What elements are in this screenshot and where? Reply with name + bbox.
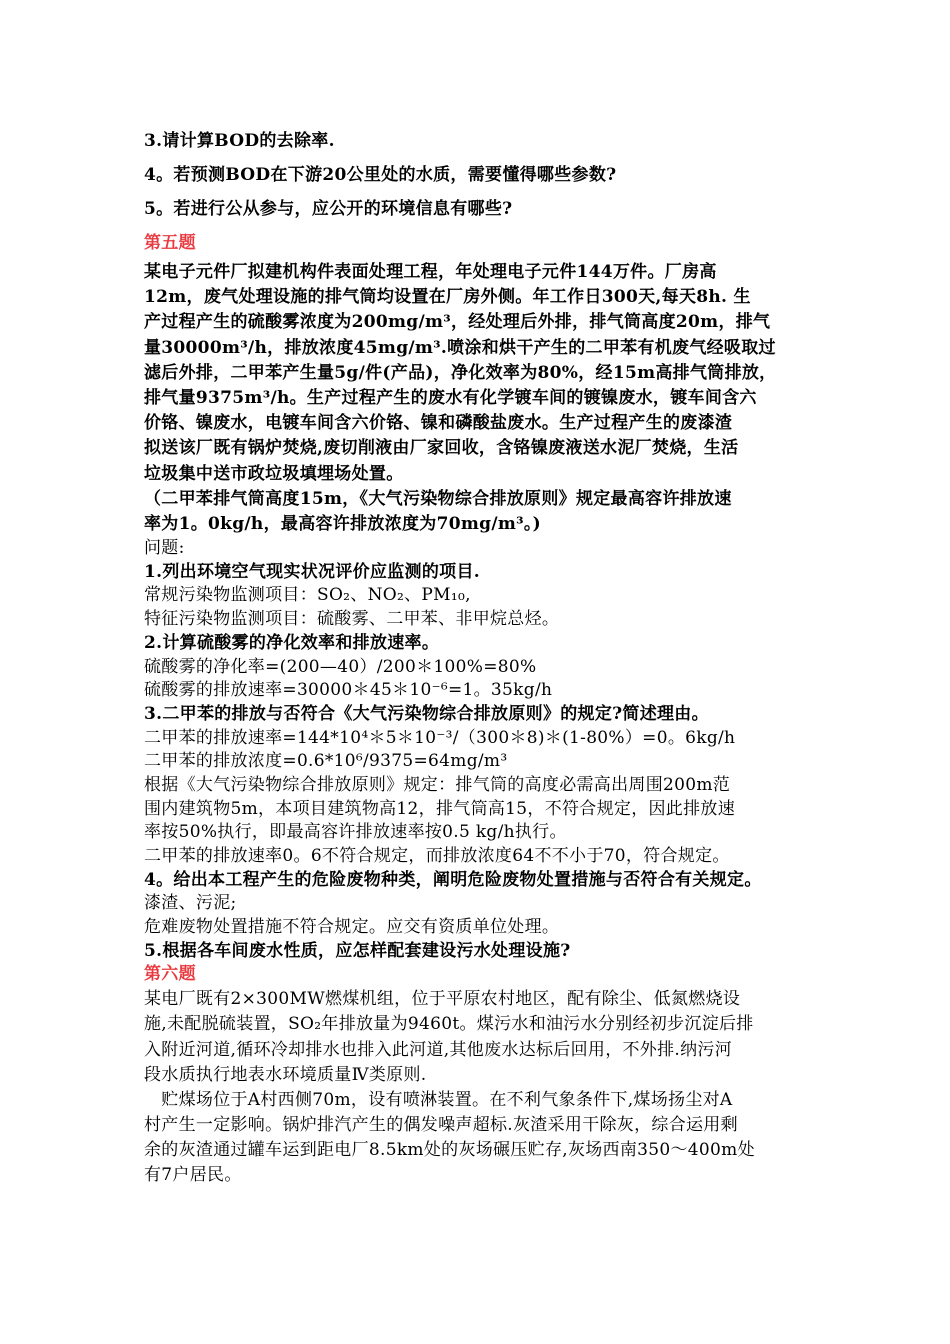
paragraph-line: 村产生一定影响。锅炉排汽产生的偶发噪声超标.灰渣采用干除灰，综合运用剩 xyxy=(144,1115,738,1136)
answer-line: 围内建筑物5m，本项目建筑物高12，排气筒高15，不符合规定，因此排放速 xyxy=(144,798,735,819)
paragraph-line: 排气量9375m³/h。生产过程产生的废水有化学镀车间的镀镍废水，镀车间含六 xyxy=(144,387,757,408)
paragraph-line: 贮煤场位于A村西侧70m，设有喷淋装置。在不利气象条件下,煤场扬尘对A xyxy=(144,1089,733,1110)
question-5: 5.根据各车间废水性质，应怎样配套建设污水处理设施? xyxy=(144,940,571,961)
answer-line: 硫酸雾的净化率=(200—40）/200＊100%=80% xyxy=(144,656,537,677)
paragraph-line: 滤后外排，二甲苯产生量5g/件(产品)，净化效率为80%，经15m高排气筒排放， xyxy=(144,362,777,383)
answer-line: 硫酸雾的排放速率=30000＊45＊10⁻⁶=1。35kg/h xyxy=(144,680,553,701)
answer-line: 危难废物处置措施不符合规定。应交有资质单位处理。 xyxy=(144,917,560,938)
answer-line: 二甲苯的排放速率=144*10⁴＊5＊10⁻³/（300＊8)＊(1-80%）=0。6kg/h xyxy=(144,727,736,748)
answer-line: 漆渣、污泥; xyxy=(144,893,237,914)
paragraph-line: 产过程产生的硫酸雾浓度为200mg/m³，经处理后外排，排气筒高度20m，排气 xyxy=(144,312,771,333)
answer-line: 根据《大气污染物综合排放原则》规定：排气筒的高度必需高出周围200m范 xyxy=(144,774,731,795)
paragraph-line: 入附近河道,循环冷却排水也排入此河道,其他废水达标后回用，不外排.纳污河 xyxy=(144,1039,733,1060)
answer-line: 常规污染物监测项目：SO₂、NO₂、PM₁₀, xyxy=(144,585,471,606)
section-heading-5: 第五题 xyxy=(144,233,196,253)
answer-line: 特征污染物监测项目：硫酸雾、二甲苯、非甲烷总烃。 xyxy=(144,609,560,630)
paragraph-line: 某电子元件厂拟建机构件表面处理工程，年处理电子元件144万件。厂房高 xyxy=(144,262,717,282)
answer-line: 二甲苯的排放速率0。6不符合规定，而排放浓度64不不小于70，符合规定。 xyxy=(144,846,730,866)
answer-line: 二甲苯的排放浓度=0.6*10⁶/9375=64mg/m³ xyxy=(144,751,508,772)
paragraph-line: 余的灰渣通过罐车运到距电厂8.5km处的灰场碾压贮存,灰场西南350～400m处 xyxy=(144,1140,755,1161)
paragraph-line: 某电厂既有2×300MW燃煤机组，位于平原农村地区，配有除尘、低氮燃烧设 xyxy=(144,989,741,1010)
document-page xyxy=(144,124,824,1189)
paragraph-line: 率为1。0kg/h，最高容许排放浓度为70mg/m³。) xyxy=(144,513,542,534)
question-1: 1.列出环境空气现实状况评价应监测的项目. xyxy=(144,561,480,582)
paragraph-line: 价铬、镍废水，电镀车间含六价铬、镍和磷酸盐废水。生产过程产生的废漆渣 xyxy=(144,413,733,434)
paragraph-line: 拟送该厂既有锅炉焚烧,废切削液由厂家回收，含铬镍废液送水泥厂焚烧，生活 xyxy=(144,438,739,459)
paragraph-line: 有7户居民。 xyxy=(144,1165,242,1186)
question-5-line: 5。若进行公从参与，应公开的环境信息有哪些? xyxy=(144,199,513,219)
question-4-line: 4。若预测BOD在下游20公里处的水质，需要懂得哪些参数? xyxy=(144,165,617,185)
paragraph-line: 垃圾集中送市政垃圾填埋场处置。 xyxy=(144,463,404,484)
question-2: 2.计算硫酸雾的净化效率和排放速率。 xyxy=(144,632,440,653)
paragraph-line: 施,未配脱硫装置，SO₂年排放量为9460t。煤污水和油污水分别经初步沉淀后排 xyxy=(144,1014,754,1035)
answer-line: 率按50%执行，即最高容许排放速率按0.5 kg/h执行。 xyxy=(144,822,567,843)
question-3-line: 3.请计算BOD的去除率. xyxy=(144,131,335,151)
paragraph-line: 量30000m³/h，排放浓度45mg/m³.喷涂和烘干产生的二甲苯有机废气经吸取过 xyxy=(144,337,776,358)
questions-label: 问题: xyxy=(144,538,185,559)
question-3: 3.二甲苯的排放与否符合《大气污染物综合排放原则》的规定?简述理由。 xyxy=(144,703,709,724)
question-4: 4。给出本工程产生的危险废物种类，阐明危险废物处置措施与否符合有关规定。 xyxy=(144,869,762,890)
section-heading-6: 第六题 xyxy=(144,964,196,985)
paragraph-line: （二甲苯排气筒高度15m，《大气污染物综合排放原则》规定最高容许排放速 xyxy=(144,488,732,509)
paragraph-line: 12m，废气处理设施的排气筒均设置在厂房外侧。年工作日300天,每天8h. 生 xyxy=(144,287,751,308)
paragraph-line: 段水质执行地表水环境质量Ⅳ类原则. xyxy=(144,1064,427,1085)
